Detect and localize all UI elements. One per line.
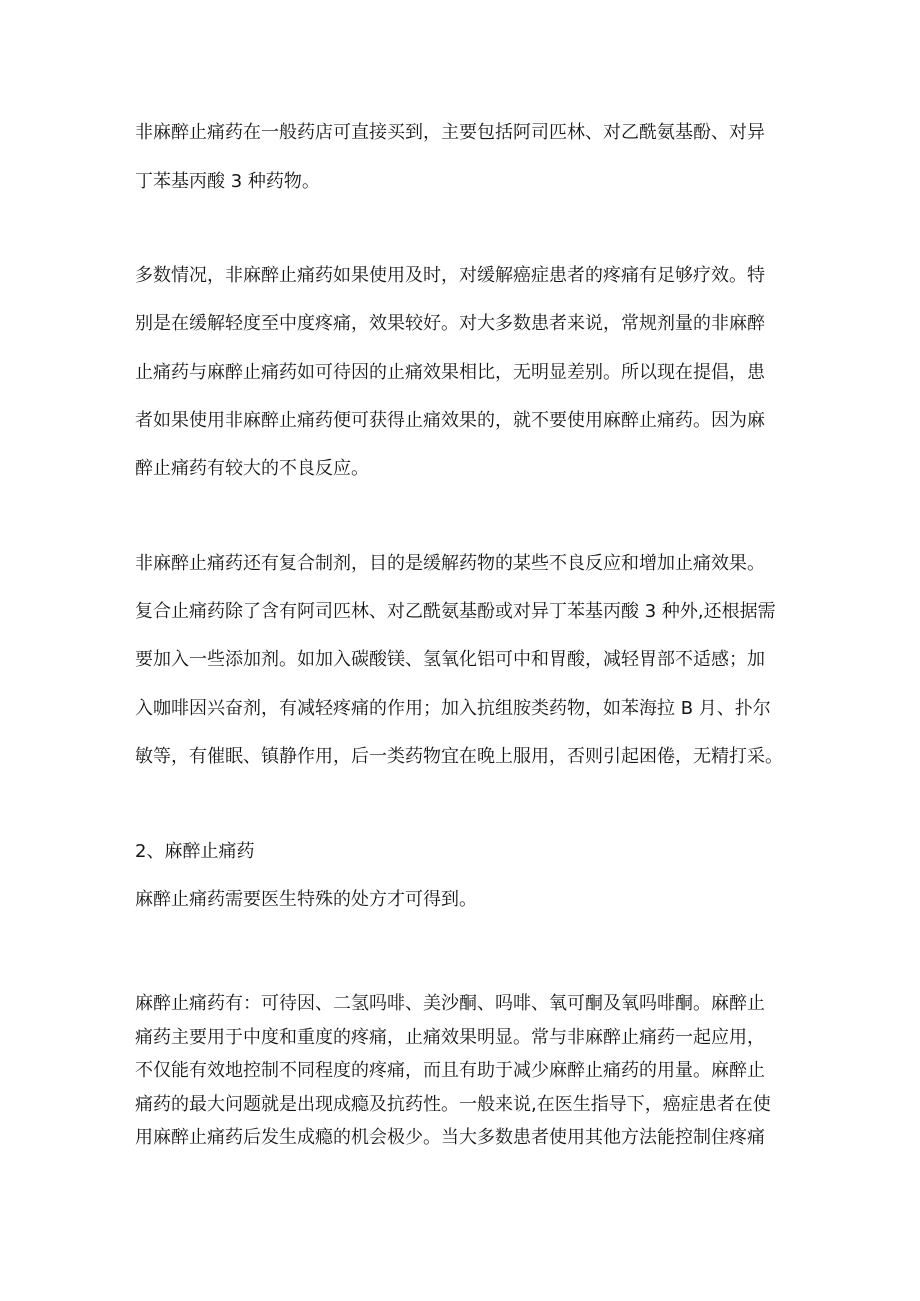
paragraph-3-line-1: 非麻醉止痛药还有复合制剂，目的是缓解药物的某些不良反应和增加止痛效果。 bbox=[135, 553, 765, 574]
paragraph-1-line-1: 非麻醉止痛药在一般药店可直接买到，主要包括阿司匹林、对乙酰氨基酚、对异 bbox=[135, 122, 765, 143]
section-heading: 2、麻醉止痛药 bbox=[135, 841, 255, 862]
paragraph-1-line-2: 丁苯基丙酸 3 种药物。 bbox=[135, 171, 320, 192]
paragraph-5-line-5: 用麻醉止痛药后发生成瘾的机会极少。当大多数患者使用其他方法能控制住疼痛 bbox=[135, 1127, 765, 1148]
paragraph-5-line-3: 不仅能有效地控制不同程度的疼痛，而且有助于减少麻醉止痛药的用量。麻醉止 bbox=[135, 1060, 765, 1081]
paragraph-3-line-5: 敏等，有催眠、镇静作用，后一类药物宜在晚上服用，否则引起困倦，无精打采。 bbox=[135, 746, 783, 767]
paragraph-2-line-3: 止痛药与麻醉止痛药如可待因的止痛效果相比，无明显差别。所以现在提倡，患 bbox=[135, 362, 765, 383]
paragraph-3-line-4: 入咖啡因兴奋剂，有减轻疼痛的作用；加入抗组胺类药物，如苯海拉 B 月、扑尔 bbox=[135, 698, 771, 719]
paragraph-5-line-4: 痛药的最大问题就是出现成瘾及抗药性。一般来说,在医生指导下，癌症患者在使 bbox=[135, 1094, 771, 1115]
paragraph-5-line-2: 痛药主要用于中度和重度的疼痛，止痛效果明显。常与非麻醉止痛药一起应用， bbox=[135, 1027, 765, 1048]
paragraph-4-line-1: 麻醉止痛药需要医生特殊的处方才可得到。 bbox=[135, 889, 477, 910]
paragraph-5-line-1: 麻醉止痛药有：可待因、二氢吗啡、美沙酮、吗啡、氧可酮及氧吗啡酮。麻醉止 bbox=[135, 993, 765, 1014]
paragraph-2-line-1: 多数情况，非麻醉止痛药如果使用及时，对缓解癌症患者的疼痛有足够疗效。特 bbox=[135, 265, 765, 286]
paragraph-2-line-5: 醉止痛药有较大的不良反应。 bbox=[135, 458, 369, 479]
paragraph-3-line-2: 复合止痛药除了含有阿司匹林、对乙酰氨基酚或对异丁苯基丙酸 3 种外,还根据需 bbox=[135, 601, 776, 622]
paragraph-2-line-4: 者如果使用非麻醉止痛药便可获得止痛效果的，就不要使用麻醉止痛药。因为麻 bbox=[135, 410, 765, 431]
paragraph-2-line-2: 别是在缓解轻度至中度疼痛，效果较好。对大多数患者来说，常规剂量的非麻醉 bbox=[135, 313, 765, 334]
paragraph-3-line-3: 要加入一些添加剂。如加入碳酸镁、氢氧化铝可中和胃酸，减轻胃部不适感；加 bbox=[135, 649, 765, 670]
